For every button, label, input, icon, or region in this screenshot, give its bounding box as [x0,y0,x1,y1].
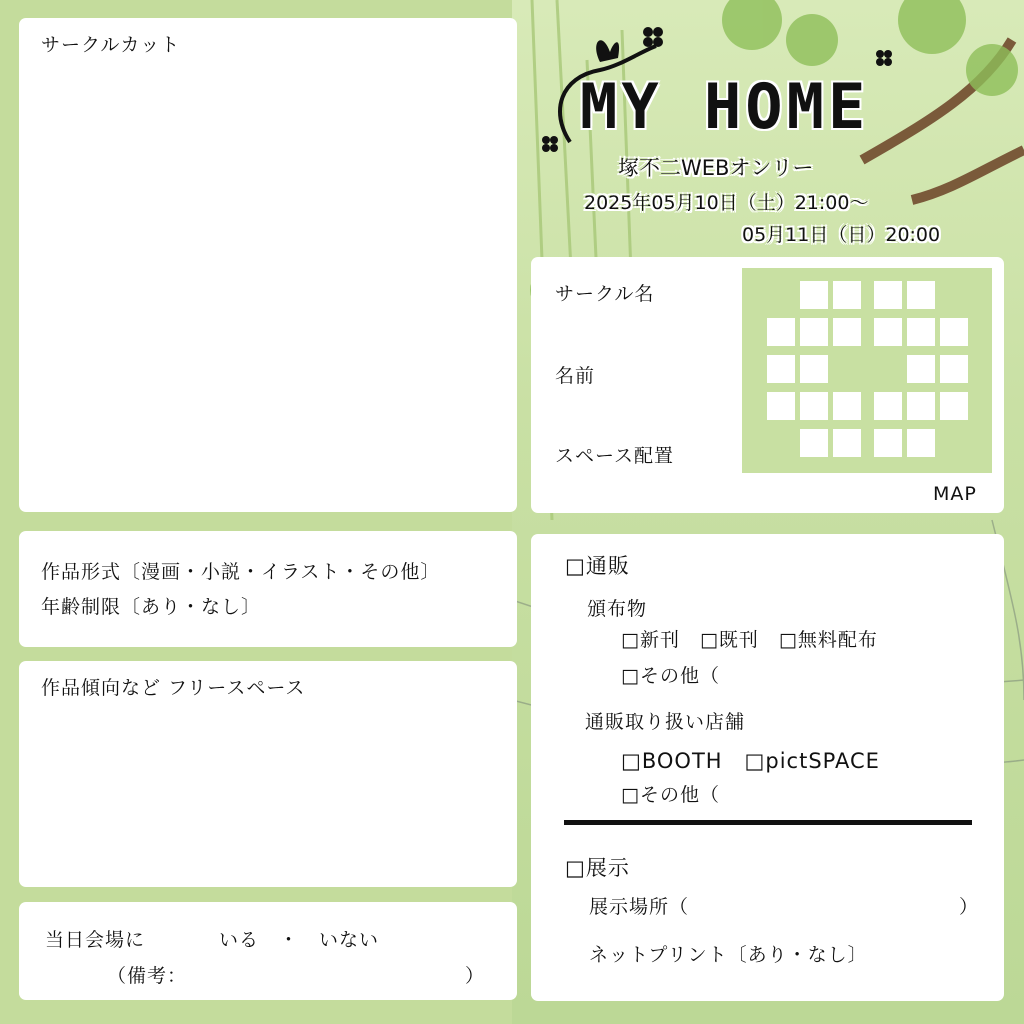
shops-options: □BOOTH □pictSPACE [621,749,880,773]
map-cell [874,318,902,346]
map-cell [874,281,902,309]
logo-text: MY HOME [580,70,870,143]
free-space-panel [19,661,517,887]
mail-order-title: □通販 [565,554,630,578]
map-cell [940,318,968,346]
map-cell [907,281,935,309]
map-cell [907,318,935,346]
section-divider [564,820,972,825]
map-cell [874,392,902,420]
event-date-start: 2025年05月10日（土）21:00～ [584,192,869,214]
exhibition-title: □展示 [565,856,630,880]
attendance-note-close: ） [465,965,486,987]
map-cell [874,429,902,457]
event-subtitle: 塚不二WEBオンリー [618,156,814,180]
free-space-label: 作品傾向など フリースペース [41,677,306,699]
map-cell [800,318,828,346]
netprint-label: ネットプリント〔あり・なし〕 [589,944,868,966]
map-cell [800,392,828,420]
name-label: 名前 [555,365,596,387]
map-cell [767,392,795,420]
shops-label: 通販取り扱い店舗 [585,711,746,733]
map-cell [800,281,828,309]
items-label: 頒布物 [587,598,648,620]
items-options: □新刊 □既刊 □無料配布 [621,629,878,651]
circle-cut-panel [19,18,517,512]
map-cell [907,429,935,457]
space-label: スペース配置 [555,445,675,467]
map-cell [800,355,828,383]
circle-cut-label: サークルカット [41,34,181,56]
exhibition-place-open: 展示場所（ [589,896,690,918]
map-label: MAP [933,483,977,505]
event-date-end: 05月11日（日）20:00 [742,224,941,246]
attendance-note-open: （備考： [107,965,188,987]
shops-other: □その他（ [621,784,720,806]
map-cell [833,429,861,457]
map-cell [800,429,828,457]
age-restriction-label: 年齢制限〔あり・なし〕 [41,596,262,618]
map-cell [907,355,935,383]
map-cell [833,392,861,420]
event-logo [540,22,960,152]
map-cell [767,355,795,383]
map-cell [833,318,861,346]
attendance-label: 当日会場に [45,929,146,951]
map-cell [940,355,968,383]
map-cell [940,392,968,420]
work-format-panel [19,531,517,647]
work-format-label: 作品形式〔漫画・小説・イラスト・その他〕 [41,561,441,583]
exhibition-place-close: ） [959,896,980,918]
map-cell [833,281,861,309]
map-cell [907,392,935,420]
attendance-options: いる ・ いない [219,929,380,951]
items-other: □その他（ [621,665,720,687]
attendance-panel [19,902,517,1000]
space-map [742,268,992,473]
map-cell [767,318,795,346]
mail-order-panel [531,534,1004,1001]
circle-name-label: サークル名 [555,283,655,305]
